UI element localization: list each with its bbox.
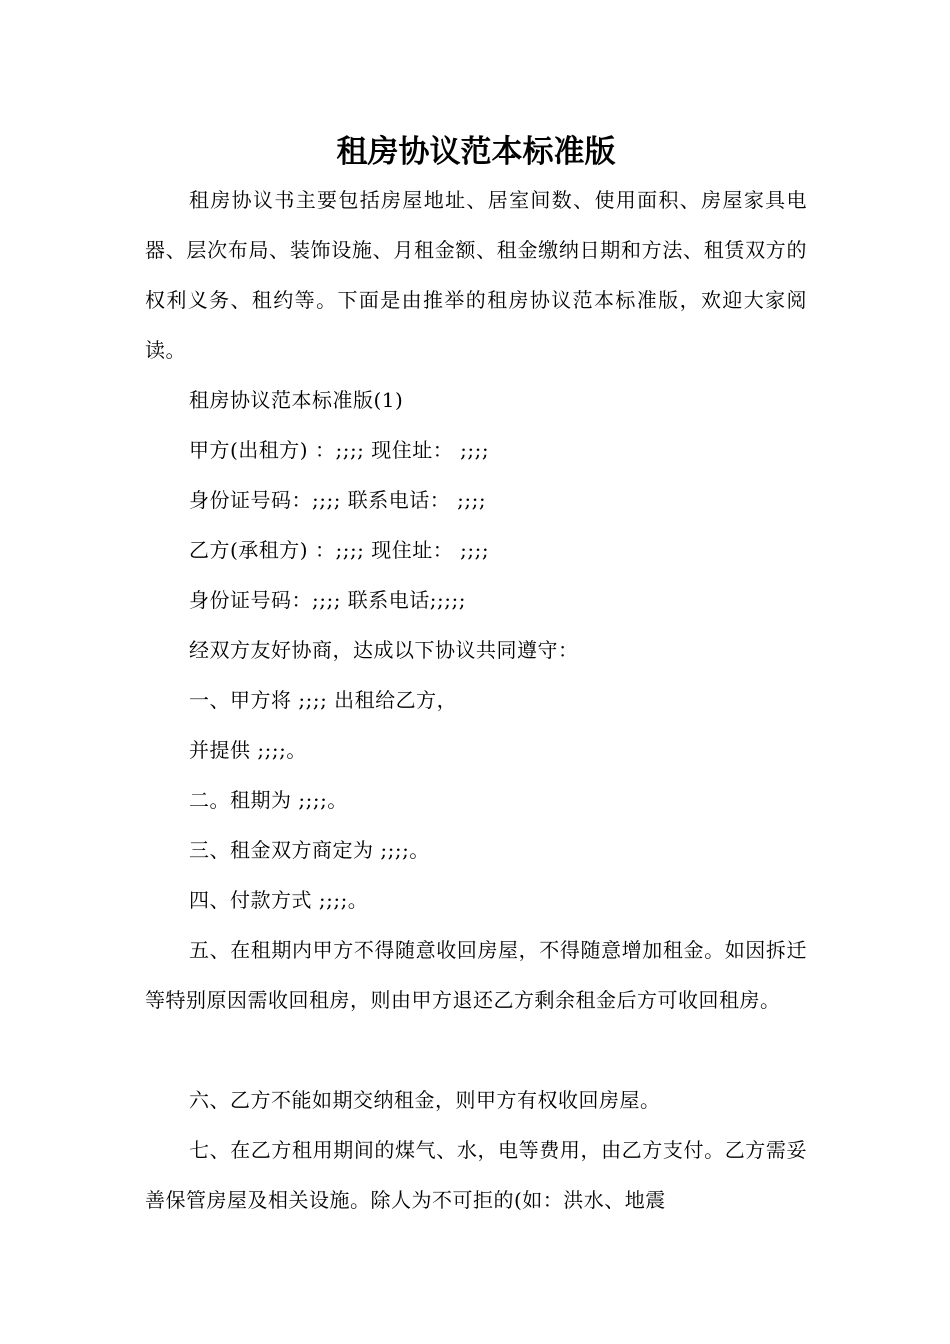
clause-1-line-1: 一、甲方将 ;;;; 出租给乙方， xyxy=(189,688,458,712)
document-page xyxy=(145,0,807,1344)
clause-2: 二。租期为 ;;;;。 xyxy=(189,788,348,812)
party-a-id-line: 身份证号码：;;;; 联系电话： ;;;; xyxy=(189,488,487,512)
clause-1-line-2: 并提供 ;;;;。 xyxy=(189,738,307,762)
party-b-id-line: 身份证号码：;;;; 联系电话;;;;; xyxy=(189,588,467,612)
clause-6: 六、乙方不能如期交纳租金，则甲方有权收回房屋。 xyxy=(189,1088,661,1112)
intro-paragraph: 租房协议书主要包括房屋地址、居室间数、使用面积、房屋家具电器、层次布局、装饰设施、月租金额、租金缴纳日期和方法、租赁双方的权利义务、租约等。下面是由推举的租房协议范本标准版，欢迎大家阅读。 xyxy=(145,188,807,362)
clause-4: 四、付款方式 ;;;;。 xyxy=(189,888,369,912)
section-heading: 租房协议范本标准版(1) xyxy=(189,388,404,412)
agreement-intro: 经双方友好协商，达成以下协议共同遵守： xyxy=(189,638,579,662)
document-title: 租房协议范本标准版 xyxy=(336,134,616,170)
clause-3: 三、租金双方商定为 ;;;;。 xyxy=(189,838,430,862)
clause-5: 五、在租期内甲方不得随意收回房屋，不得随意增加租金。如因拆迁等特别原因需收回租房，则由甲方退还乙方剩余租金后方可收回租房。 xyxy=(145,938,807,1012)
party-b-line: 乙方(承租方) ：;;;; 现住址： ;;;; xyxy=(189,538,490,562)
clause-7: 七、在乙方租用期间的煤气、水，电等费用，由乙方支付。乙方需妥善保管房屋及相关设施。除人为不可拒的(如：洪水、地震 xyxy=(145,1138,807,1212)
party-a-line: 甲方(出租方) ：;;;; 现住址： ;;;; xyxy=(189,438,490,462)
